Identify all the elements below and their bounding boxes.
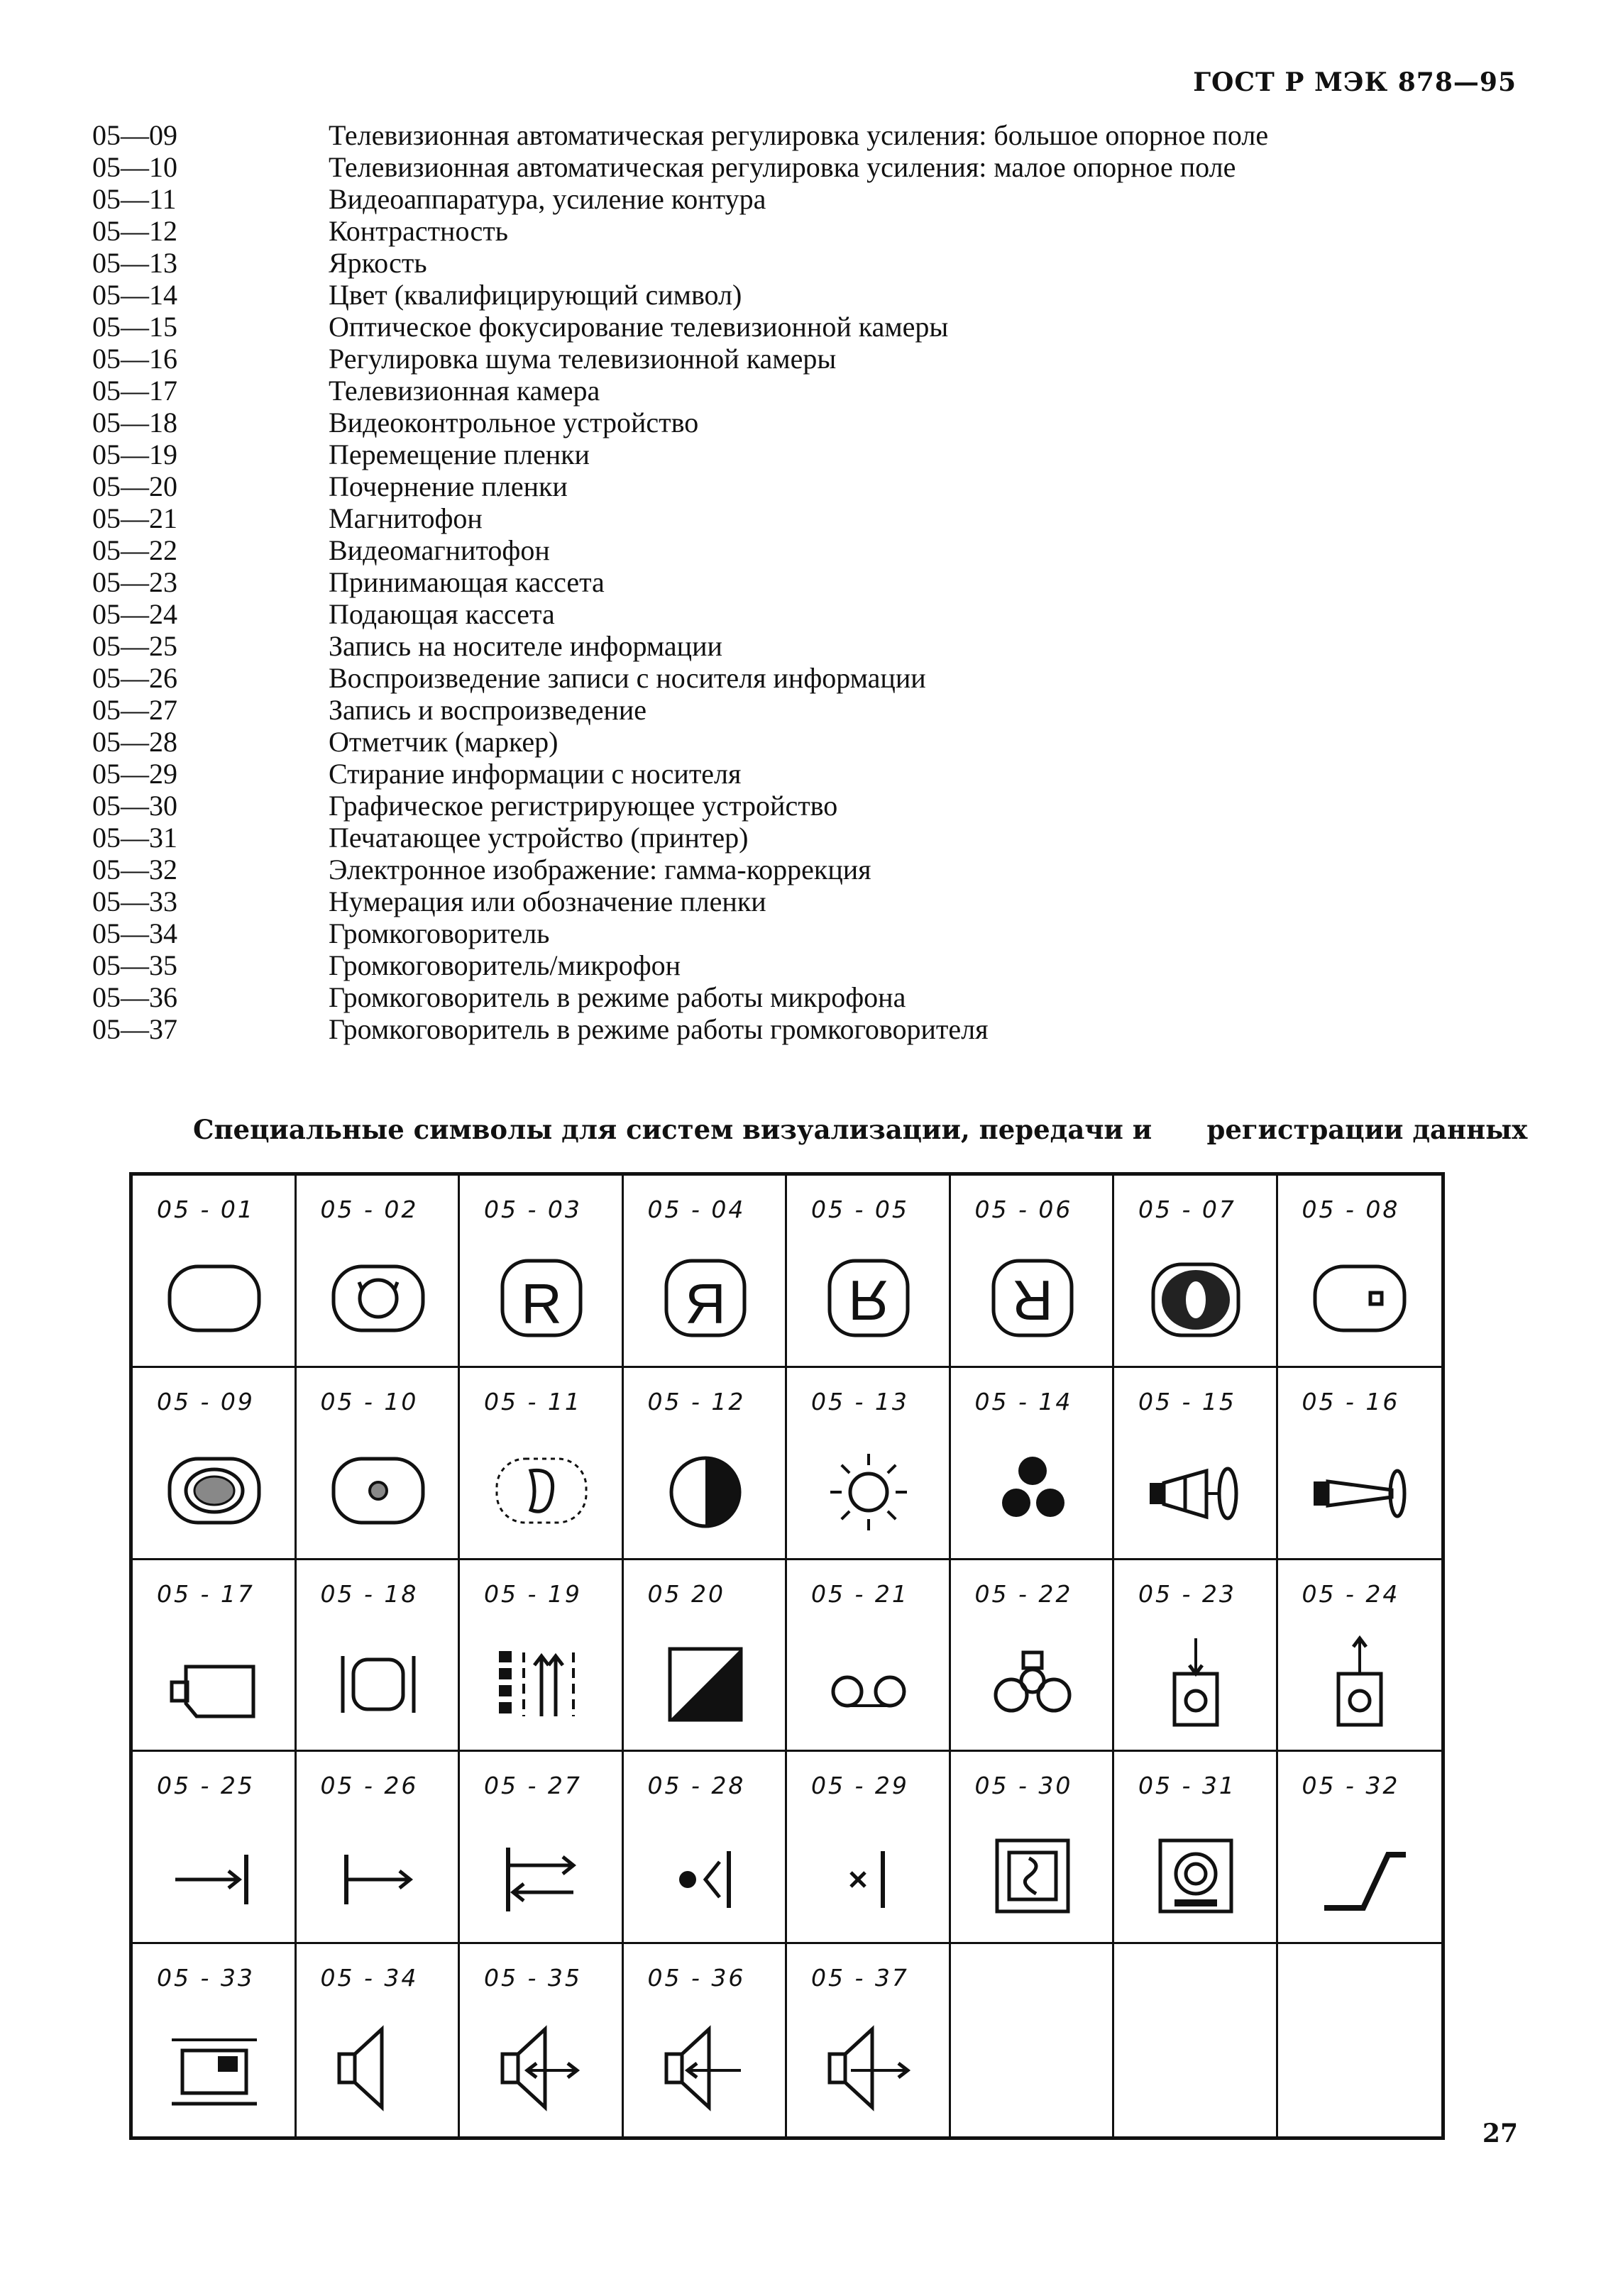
symbol-code: 05—16 [92, 343, 177, 375]
list-item [92, 662, 1370, 694]
symbol-number: 05 - 21 [811, 1579, 909, 1608]
film-numbering-icon [161, 2008, 268, 2114]
symbol-number: 05 - 22 [974, 1579, 1073, 1608]
symbol-code: 05—36 [92, 981, 177, 1013]
table-cell [133, 1176, 297, 1368]
table-cell [951, 1176, 1115, 1368]
svg-text:R: R [521, 1272, 562, 1335]
symbol-code: 05—24 [92, 598, 177, 630]
supply-cassette-icon [1306, 1624, 1413, 1731]
symbol-description: Телевизионная камера [329, 375, 600, 407]
takeup-cassette-icon [1143, 1624, 1249, 1731]
symbol-number: 05 - 33 [157, 1964, 255, 1992]
film-density-icon [652, 1624, 759, 1731]
table-cell [624, 1368, 788, 1560]
symbol-number: 05 - 35 [484, 1964, 582, 1992]
symbol-number: 05 - 11 [484, 1387, 582, 1415]
video-monitor-icon [325, 1624, 431, 1731]
symbol-description: Принимающая кассета [329, 566, 605, 598]
symbol-code: 05—27 [92, 694, 177, 726]
table-cell [297, 1752, 461, 1944]
symbol-description: Громкоговоритель в режиме работы микрофона [329, 981, 906, 1013]
symbol-code: 05—20 [92, 470, 177, 502]
symbol-description: Отметчик (маркер) [329, 726, 559, 758]
page-number: 27 [1482, 2119, 1518, 2148]
symbol-number: 05 - 07 [1138, 1196, 1236, 1223]
symbol-number: 05 - 13 [811, 1387, 909, 1415]
symbol-number: 05 - 12 [647, 1387, 746, 1415]
symbol-description: Запись и воспроизведение [329, 694, 647, 726]
contrast-icon [652, 1432, 759, 1538]
marker-icon [652, 1816, 759, 1922]
symbol-code: 05—37 [92, 1013, 177, 1045]
table-cell [1114, 1752, 1278, 1944]
table-cell [1114, 1944, 1278, 2136]
table-cell [1278, 1368, 1442, 1560]
symbol-description: Магнитофон [329, 502, 483, 534]
table-cell [460, 1944, 624, 2136]
list-item [92, 566, 1370, 598]
list-item [92, 917, 1370, 949]
symbol-code: 05—15 [92, 311, 177, 343]
symbol-number: 05 - 09 [157, 1387, 255, 1415]
screen-small-field-icon [325, 1432, 431, 1538]
symbol-description: Видеоаппаратура, усиление контура [329, 183, 766, 215]
symbol-code: 05—18 [92, 407, 177, 438]
symbol-code: 05—26 [92, 662, 177, 694]
tv-camera-icon [161, 1624, 268, 1731]
list-item [92, 885, 1370, 917]
symbol-description: Цвет (квалифицирующий символ) [329, 279, 742, 311]
svg-text:R: R [1011, 1269, 1053, 1332]
table-cell [624, 1176, 788, 1368]
list-item [92, 183, 1370, 215]
symbol-number: 05 - 34 [320, 1964, 419, 1992]
list-item [92, 407, 1370, 438]
table-cell [624, 1944, 788, 2136]
erase-icon [815, 1816, 922, 1922]
screen-rotation-icon [325, 1240, 431, 1346]
symbol-number: 05 - 31 [1138, 1772, 1236, 1800]
table-cell [787, 1752, 951, 1944]
symbol-number: 05 - 14 [974, 1387, 1073, 1415]
color-dots-icon [979, 1432, 1086, 1538]
camera-noise-icon [1306, 1432, 1413, 1538]
symbol-code: 05—31 [92, 822, 177, 854]
symbol-description: Стирание информации с носителя [329, 758, 742, 790]
symbol-number: 05 - 10 [320, 1387, 419, 1415]
video-recorder-icon [979, 1624, 1086, 1731]
symbol-code: 05—23 [92, 566, 177, 598]
symbol-number: 05 20 [647, 1579, 725, 1608]
loudspeaker-speaker-mode-icon [815, 2008, 922, 2114]
symbol-description: Почернение пленки [329, 470, 568, 502]
screen-contour-icon [488, 1432, 595, 1538]
loudspeaker-mic-mode-icon [652, 2008, 759, 2114]
symbol-number: 05 - 03 [484, 1196, 582, 1223]
table-cell [624, 1560, 788, 1753]
symbol-number: 05 - 04 [647, 1196, 746, 1223]
symbol-description: Запись на носителе информации [329, 630, 722, 662]
table-cell [133, 1560, 297, 1753]
symbol-code: 05—32 [92, 854, 177, 885]
table-cell [297, 1560, 461, 1753]
symbol-list [92, 119, 1370, 1045]
printer-icon [1143, 1816, 1249, 1922]
table-cell [951, 1368, 1115, 1560]
list-item [92, 343, 1370, 375]
list-item [92, 311, 1370, 343]
list-item [92, 822, 1370, 854]
table-cell [1114, 1176, 1278, 1368]
symbol-description: Видеомагнитофон [329, 534, 550, 566]
table-cell [1278, 1944, 1442, 2136]
table-cell [460, 1560, 624, 1753]
letter-r-upside-down-icon [979, 1240, 1086, 1346]
list-item [92, 981, 1370, 1013]
symbol-code: 05—34 [92, 917, 177, 949]
symbol-code: 05—21 [92, 502, 177, 534]
symbol-table [129, 1172, 1445, 2140]
letter-r-inverted-icon [815, 1240, 922, 1346]
screen-outline-icon [161, 1240, 268, 1346]
svg-text:R: R [848, 1269, 889, 1332]
symbol-code: 05—30 [92, 790, 177, 822]
symbol-number: 05 - 19 [484, 1579, 582, 1608]
svg-text:Я: Я [684, 1272, 726, 1335]
symbol-number: 05 - 26 [320, 1772, 419, 1800]
symbol-number: 05 - 15 [1138, 1387, 1236, 1415]
camera-focus-icon [1143, 1432, 1249, 1538]
table-cell [133, 1944, 297, 2136]
symbol-description: Перемещение пленки [329, 438, 590, 470]
list-item [92, 758, 1370, 790]
symbol-code: 05—22 [92, 534, 177, 566]
film-transport-icon [488, 1624, 595, 1731]
symbol-number: 05 - 16 [1302, 1387, 1400, 1415]
symbol-number: 05 - 18 [320, 1579, 419, 1608]
screen-large-field-icon [161, 1432, 268, 1538]
symbol-code: 05—13 [92, 247, 177, 279]
symbol-description: Воспроизведение записи с носителя информации [329, 662, 926, 694]
list-item [92, 375, 1370, 407]
symbol-code: 05—19 [92, 438, 177, 470]
record-playback-icon [488, 1816, 595, 1922]
symbol-number: 05 - 24 [1302, 1579, 1400, 1608]
list-item [92, 949, 1370, 981]
list-item [92, 502, 1370, 534]
table-cell [787, 1176, 951, 1368]
symbol-description: Регулировка шума телевизионной камеры [329, 343, 837, 375]
symbol-code: 05—09 [92, 119, 177, 151]
table-cell [297, 1944, 461, 2136]
symbol-number: 05 - 32 [1302, 1772, 1400, 1800]
list-item [92, 279, 1370, 311]
symbol-code: 05—35 [92, 949, 177, 981]
symbol-description: Телевизионная автоматическая регулировка усиления: большое опорное поле [329, 119, 1269, 151]
tape-recorder-icon [815, 1624, 922, 1731]
symbol-number: 05 - 37 [811, 1964, 909, 1992]
symbol-number: 05 - 01 [157, 1196, 255, 1223]
table-caption: Специальные символы для систем визуализации, передачи и регистрации данных [193, 1114, 1528, 1145]
brightness-sun-icon [815, 1432, 922, 1538]
symbol-number: 05 - 17 [157, 1579, 255, 1608]
list-item [92, 470, 1370, 502]
table-cell [787, 1560, 951, 1753]
symbol-description: Видеоконтрольное устройство [329, 407, 699, 438]
list-item [92, 694, 1370, 726]
table-cell [297, 1176, 461, 1368]
table-cell [1278, 1560, 1442, 1753]
symbol-description: Громкоговоритель [329, 917, 550, 949]
symbol-description: Подающая кассета [329, 598, 555, 630]
list-item [92, 215, 1370, 247]
list-item [92, 726, 1370, 758]
table-cell [951, 1560, 1115, 1753]
symbol-description: Графическое регистрирующее устройство [329, 790, 838, 822]
symbol-code: 05—29 [92, 758, 177, 790]
list-item [92, 151, 1370, 183]
symbol-code: 05—11 [92, 183, 177, 215]
symbol-number: 05 - 08 [1302, 1196, 1400, 1223]
symbol-number: 05 - 06 [974, 1196, 1073, 1223]
symbol-description: Громкоговоритель в режиме работы громкоговорителя [329, 1013, 989, 1045]
list-item [92, 438, 1370, 470]
loudspeaker-icon [325, 2008, 431, 2114]
symbol-code: 05—25 [92, 630, 177, 662]
gamma-correction-icon [1306, 1816, 1413, 1922]
screen-shaded-icon [1143, 1240, 1249, 1346]
list-item [92, 534, 1370, 566]
symbol-description: Громкоговоритель/микрофон [329, 949, 681, 981]
table-cell [460, 1752, 624, 1944]
symbol-number: 05 - 02 [320, 1196, 419, 1223]
symbol-number: 05 - 27 [484, 1772, 582, 1800]
letter-r-mirrored-icon [652, 1240, 759, 1346]
playback-icon [325, 1816, 431, 1922]
symbol-number: 05 - 28 [647, 1772, 746, 1800]
symbol-code: 05—14 [92, 279, 177, 311]
symbol-description: Нумерация или обозначение пленки [329, 885, 766, 917]
loudspeaker-microphone-icon [488, 2008, 595, 2114]
list-item [92, 790, 1370, 822]
list-item [92, 247, 1370, 279]
symbol-code: 05—33 [92, 885, 177, 917]
symbol-number: 05 - 23 [1138, 1579, 1236, 1608]
table-cell [460, 1368, 624, 1560]
table-cell [297, 1368, 461, 1560]
symbol-description: Печатающее устройство (принтер) [329, 822, 749, 854]
symbol-description: Яркость [329, 247, 427, 279]
table-cell [1278, 1176, 1442, 1368]
table-cell [133, 1752, 297, 1944]
list-item [92, 1013, 1370, 1045]
table-cell [951, 1752, 1115, 1944]
symbol-number: 05 - 05 [811, 1196, 909, 1223]
table-cell [787, 1944, 951, 2136]
symbol-description: Оптическое фокусирование телевизионной камеры [329, 311, 949, 343]
symbol-code: 05—28 [92, 726, 177, 758]
standard-header: ГОСТ Р МЭК 878—95 [1193, 67, 1517, 97]
symbol-number: 05 - 25 [157, 1772, 255, 1800]
letter-r-normal-icon [488, 1240, 595, 1346]
symbol-code: 05—10 [92, 151, 177, 183]
list-item [92, 598, 1370, 630]
table-cell [951, 1944, 1115, 2136]
symbol-code: 05—12 [92, 215, 177, 247]
symbol-description: Электронное изображение: гамма-коррекция [329, 854, 871, 885]
table-cell [1114, 1560, 1278, 1753]
table-cell [787, 1368, 951, 1560]
list-item [92, 630, 1370, 662]
chart-recorder-icon [979, 1816, 1086, 1922]
record-icon [161, 1816, 268, 1922]
symbol-description: Контрастность [329, 215, 508, 247]
symbol-code: 05—17 [92, 375, 177, 407]
list-item [92, 119, 1370, 151]
symbol-number: 05 - 29 [811, 1772, 909, 1800]
symbol-number: 05 - 36 [647, 1964, 746, 1992]
table-cell [1278, 1752, 1442, 1944]
symbol-number: 05 - 30 [974, 1772, 1073, 1800]
screen-small-square-icon [1306, 1240, 1413, 1346]
list-item [92, 854, 1370, 885]
table-cell [460, 1176, 624, 1368]
table-cell [1114, 1368, 1278, 1560]
table-cell [133, 1368, 297, 1560]
symbol-description: Телевизионная автоматическая регулировка усиления: малое опорное поле [329, 151, 1236, 183]
table-cell [624, 1752, 788, 1944]
